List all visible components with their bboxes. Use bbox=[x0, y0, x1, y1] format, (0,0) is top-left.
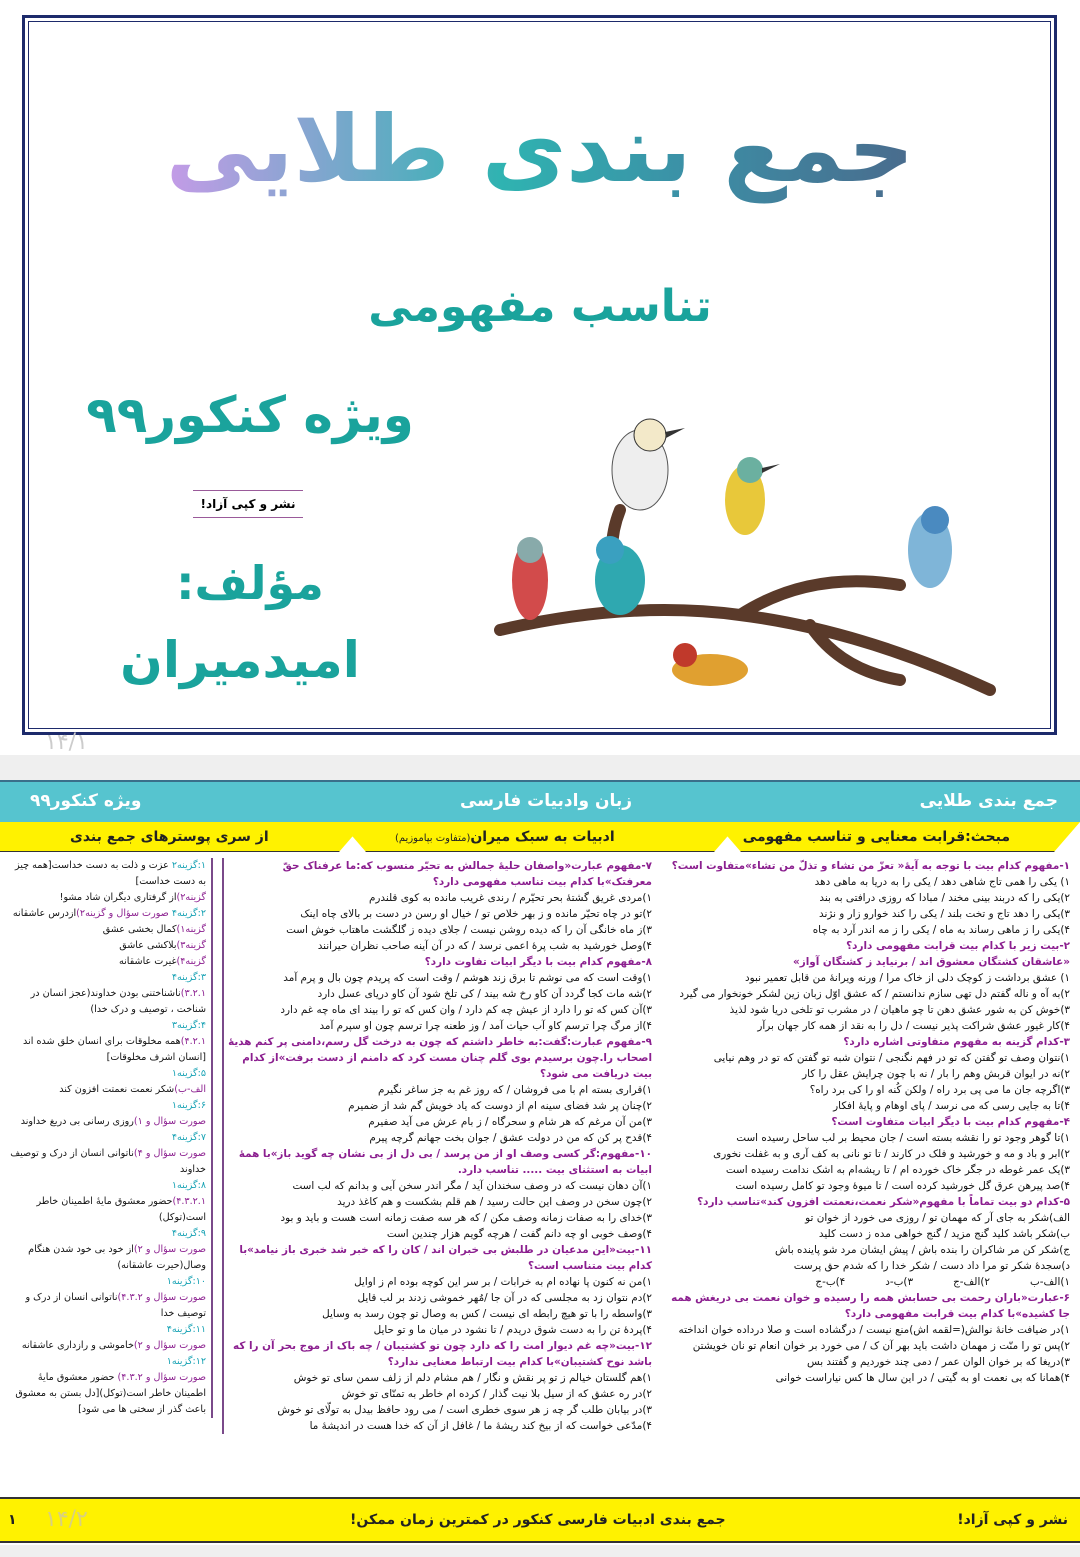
question-text: ۴-مفهوم کدام بیت با دیگر ابیات متفاوت است؟ bbox=[831, 1116, 1070, 1128]
answer-option: ۴)وصف خوبی او چه دانم گفت / هرچه گویم هزار چندین است bbox=[386, 1228, 652, 1240]
answer-key: ۶:گزینه۱ bbox=[171, 1100, 206, 1111]
answer-key-line bbox=[8, 986, 206, 1018]
answer-ref: گزینه۳) bbox=[176, 940, 206, 951]
style-heading bbox=[395, 829, 615, 845]
cover-subtitle: تناسب مفهومی bbox=[368, 281, 712, 332]
answer-key: ۹:گزینه۴ bbox=[171, 1228, 206, 1239]
question-block bbox=[665, 1114, 1070, 1194]
questions-column-right bbox=[665, 858, 1070, 1386]
answer-key-line bbox=[8, 1098, 206, 1114]
answer-key-line bbox=[8, 922, 206, 938]
answer-option: ۴)وصل خورشید به شب پرهٔ اعمی نرسد / که در آن آینه صاحب نظران حیرانند bbox=[317, 940, 652, 952]
answer-key-line bbox=[8, 1194, 206, 1226]
answer-key-line bbox=[8, 1226, 206, 1242]
question-text: ۳-کدام گزینه به مفهوم متفاوتی اشاره دارد؟ bbox=[843, 1036, 1070, 1048]
footer-page-index: ۱ bbox=[8, 1512, 17, 1528]
answer-ref: صورت سؤال و ۴) bbox=[133, 1148, 206, 1159]
answer-key: ۳:گزینه۴ bbox=[171, 972, 206, 983]
answer-ref: گزینه۴) bbox=[176, 956, 206, 967]
answer-option: ۲)یکی را که دربند بینی مخند / مبادا که روزی درافتی به بند bbox=[819, 892, 1070, 904]
answer-option: ۴)پردهٔ تن را به دست شوق دریدم / تا نشود در میان ما و تو حایل bbox=[373, 1324, 652, 1336]
answer-key: ۱۲:گزینه۱ bbox=[166, 1356, 206, 1367]
answer-option: ۳)دریغا که بر خوان الوان عمر / دمی چند خوردیم و گفتند بس bbox=[806, 1356, 1070, 1368]
question-block bbox=[665, 1194, 1070, 1290]
answer-key: ۷:گزینه۴ bbox=[171, 1132, 206, 1143]
answer-option: ۱) یکی را همی تاج شاهی دهد / یکی را به دریا به ماهی دهد bbox=[814, 876, 1070, 888]
answer-key: ۲:گزینه۴ bbox=[171, 908, 206, 919]
bird-icon bbox=[725, 457, 780, 535]
answer-ref: گزینه۲) bbox=[176, 892, 206, 903]
answer-ref: صورت سؤال و ۱) bbox=[133, 1116, 206, 1127]
answer-key-line bbox=[8, 954, 206, 970]
answer-explanation: ناتوانی انسان از درک و توصیف خداوند bbox=[10, 1148, 206, 1175]
question-block bbox=[228, 858, 652, 954]
bird-icon bbox=[612, 419, 685, 510]
question-block bbox=[228, 954, 652, 1034]
answer-option: ۲)در ره عشق که از سیل بلا نیت گذار / کرده ام خاطر به تمنّای تو خوش bbox=[341, 1388, 652, 1400]
answer-explanation: خاموشی و رازداری عاشقانه bbox=[21, 1340, 134, 1351]
answer-option: ۳)یک عمر غوطه در جگر خاک خورده ام / تا ریشه‌ام به اشک ندامت رسیده است bbox=[725, 1164, 1070, 1176]
question-text: ۹-مفهوم عبارت:گفت:به خاطر داشتم که چون به درخت گل رسم،دامنی پر کنم هدیهٔ اصحاب را.چون برسیدم بوی گلم چنان مست کرد که دامنم از دست برفت»از کدام بیت دریافت می شود؟ bbox=[228, 1036, 652, 1080]
choice: ۳)ب-د bbox=[885, 1276, 914, 1288]
answer-ref: الف-ب) bbox=[174, 1084, 206, 1095]
answer-option: ۲)دم نتوان زد به مجلسی که در آن جا /مُهر خموشی زدند بر لب قایل bbox=[357, 1292, 652, 1304]
header-series-title: جمع بندی طلایی bbox=[919, 791, 1058, 811]
choice: ۴)ب-ج bbox=[815, 1276, 846, 1288]
answer-option: ۳)من آن مرغم که هر شام و سحرگاه / ز بام عرش می آید صفیرم bbox=[368, 1116, 652, 1128]
cover-title: جمع بندی طلایی bbox=[160, 95, 920, 205]
answer-key: ۴:گزینه۳ bbox=[171, 1020, 206, 1031]
answer-explanation: از خود بی خود شدن هنگام وصال(حیرت عاشقانه) bbox=[28, 1244, 206, 1271]
answer-option: ۳)در بیابان طلب گر چه ز هر سوی خطری است / می رود حافظ بیدل به تولّای تو خوش bbox=[277, 1404, 652, 1416]
question-text: ۵-کدام دو بیت تماماً با مفهوم«شکر نعمت،نعمتت افزون کند»تناسب دارد؟ bbox=[697, 1196, 1070, 1208]
answer-ref: صورت سؤال و ۴.۳.۲) bbox=[117, 1292, 206, 1303]
question-text: ۱۲-بیت«چه غم دیوار امت را که دارد چون تو کشتیبان / چه باک از موج بحر آن را که باشد نوح کشتیبان»با کدام بیت ارتباط معنایی ندارد؟ bbox=[233, 1340, 652, 1368]
answer-explanation: ناشناختنی بودن خداوند(عجز انسان در شناخت ، توصیف و درک خدا) bbox=[30, 988, 206, 1015]
answer-explanation: از گرفتاری دیگران شاد مشو! bbox=[59, 892, 177, 903]
answer-option: ۳)آن کس که تو را دارد از عیش چه کم دارد / وان کس که تو را بیند ای ماه چه غم دارد bbox=[280, 1004, 652, 1016]
answer-option: ۱)هم گلستان خیالم ز تو پر نقش و نگار / هم مشام دلم از زلف سمن سای تو خوش bbox=[293, 1372, 652, 1384]
question-text: ۱۱-بیت«این مدعیان در طلبش بی خبران اند / کان را که خبر شد خبری باز نیامد»با کدام بیت متناسب است؟ bbox=[239, 1244, 652, 1272]
answer-key-line bbox=[8, 1290, 206, 1322]
answer-explanation: همه مخلوقات برای انسان خلق شده اند [انسان اشرف مخلوقات] bbox=[23, 1036, 206, 1063]
answer-explanation: بلاکشی عاشق bbox=[119, 940, 177, 951]
answer-key-line bbox=[8, 1130, 206, 1146]
answer-key-line bbox=[8, 1178, 206, 1194]
answer-option: ۳)واسطه را با تو هیچ رابطه ای نیست / کس به وصال تو چون رسد به وسایل bbox=[322, 1308, 652, 1320]
answer-option: ۱)من نه کنون پا نهاده ام به خرابات / بر سر این کوچه بوده ام ز اوایل bbox=[354, 1276, 652, 1288]
answer-explanation: عزت و ذلت به دست خداست[همه چیز به دست خداست] bbox=[14, 860, 206, 887]
answer-option: ۳)یکی را دهد تاج و تخت بلند / یکی را کند خوارو زار و نژند bbox=[818, 908, 1070, 920]
question-text: ۱۰-مفهوم:گر کسی وصف او از من پرسد / بی دل از بی نشان چه گوید باز»با همهٔ ابیات به استثنای بیت ..... تناسب دارد. bbox=[238, 1148, 652, 1176]
choice: ۱)الف-ب bbox=[1030, 1276, 1070, 1288]
poster-series-heading: از سری پوسترهای جمع بندی bbox=[70, 829, 269, 845]
answer-key: ۱۰:گزینه۱ bbox=[166, 1276, 206, 1287]
answer-ref: صورت سؤال و ۲) bbox=[133, 1244, 206, 1255]
answer-ref: صورت سؤال و ۲) bbox=[133, 1340, 206, 1351]
answer-option: ۴)کار غیور عشق شراکت پذیر نیست / دل را به نقد از همه کار جهان برآر bbox=[757, 1020, 1070, 1032]
answer-key-line bbox=[8, 1322, 206, 1338]
answer-explanation: روزی رسانی بی دریغ خداوند bbox=[20, 1116, 134, 1127]
question-text: ۷-مفهوم عبارت«واصفان حلیهٔ جمالش به تحیّر منسوب که:ما عرفناک حقّ معرفتک»با کدام بیت تناسب مفهومی دارد؟ bbox=[282, 860, 652, 888]
question-block bbox=[228, 1242, 652, 1338]
answer-explanation: ناتوانی انسان از درک و توصیف خدا bbox=[25, 1292, 206, 1319]
bird-icon bbox=[595, 536, 645, 615]
answer-option: ۳)ز ماه خانگی آن را که دیده روشن نیست / جلای دیده ز گلگشت ماهتاب خوش است bbox=[286, 924, 652, 936]
cover-free-copy: نشر و کپی آزاد! bbox=[193, 490, 303, 518]
answer-explanation: کمال بخشی عشق bbox=[102, 924, 177, 935]
answer-key-line bbox=[8, 1370, 206, 1418]
answer-option: ۴)از مرگ چرا ترسم کاو آب حیات آمد / وز طعنه چرا ترسم چون او سپرم آمد bbox=[319, 1020, 652, 1032]
answer-key-line bbox=[8, 1146, 206, 1178]
page-footer bbox=[0, 1497, 1080, 1543]
answer-option: ۳)خدای را به صفات زمانه وصف مکن / که هر سه صفت زمانه است هست و باید و بود bbox=[280, 1212, 652, 1224]
question-block bbox=[665, 938, 1070, 1034]
bird-icon bbox=[908, 506, 952, 588]
answer-key: ۱۱:گزینه۴ bbox=[166, 1324, 206, 1335]
answer-key-line bbox=[8, 858, 206, 890]
question-block bbox=[665, 858, 1070, 938]
style-heading-note: (متفاوت بپاموزیم) bbox=[395, 833, 471, 844]
answers-column bbox=[8, 858, 213, 1418]
question-block bbox=[228, 1146, 652, 1242]
summary-page bbox=[0, 780, 1080, 1545]
answer-key-line bbox=[8, 1066, 206, 1082]
question-text: ۲-بیت زیر با کدام بیت قرابت مفهومی دارد؟ bbox=[846, 940, 1070, 952]
answer-key-line bbox=[8, 1338, 206, 1354]
answer-option: ۴)قدح پر کن که من در دولت عشق / جوان بخت جهانم گرچه پیرم bbox=[369, 1132, 652, 1144]
bird-icon bbox=[672, 643, 748, 686]
answer-option: ۴)همانا که بی نعمت او به گیتی / در این سال ها کس نیاراست خوانی bbox=[775, 1372, 1070, 1384]
answer-key-line bbox=[8, 970, 206, 986]
page-number: ۱۴/۱ bbox=[45, 730, 88, 755]
bird-icon bbox=[512, 537, 548, 620]
answer-explanation: غیرت عاشقانه bbox=[118, 956, 177, 967]
author-label: مؤلف: bbox=[176, 556, 324, 610]
answer-option: ۱)در ضیافت خانهٔ نوالش(=لقمه اش)منع نیست / درگشاده است و صلا درداده خوان انداخته bbox=[678, 1324, 1070, 1336]
answer-option: ۲)ابر و باد و مه و خورشید و فلک در کارند / تا تو نانی به کف آری و به غفلت نخوری bbox=[713, 1148, 1070, 1160]
answer-key-line bbox=[8, 1354, 206, 1370]
footer-tagline: جمع بندی ادبیات فارسی کنکور در کمترین زمان ممکن! bbox=[350, 1512, 726, 1528]
topic-heading: مبحث:قرابت معنایی و تناسب مفهومی bbox=[742, 829, 1010, 845]
answer-key-line bbox=[8, 1082, 206, 1098]
answer-option: ج)شکر کن مر شاکران را بنده باش / پیش ایشان مرد شو پاینده باش bbox=[774, 1244, 1070, 1256]
footer-free-copy: نشر و کپی آزاد! bbox=[957, 1512, 1068, 1528]
header-exam-label: ویژه کنکور۹۹ bbox=[30, 791, 142, 811]
answer-key: ۱:گزینه۲ bbox=[171, 860, 206, 871]
answer-option: ۱)آن دهان نیست که در وصف سخندان آید / مگر اندر سخن آیی و بدانم که لب است bbox=[292, 1180, 652, 1192]
author-name: امیدمیران bbox=[120, 631, 360, 689]
answer-key-line bbox=[8, 1242, 206, 1274]
question-text: ۸-مفهوم کدام بیت با دیگر ابیات تفاوت دارد؟ bbox=[424, 956, 652, 968]
answer-key-line bbox=[8, 890, 206, 906]
answer-option: ۴)صد پیرهن عرق گل خورشید کرده است / تا میوهٔ وجود تو کامل رسیده است bbox=[735, 1180, 1070, 1192]
footer-page-number: ۱۴/۲ bbox=[45, 1507, 88, 1532]
question-block bbox=[228, 1338, 652, 1434]
answer-option: ۱)نتوان وصف تو گفتن که تو در فهم نگنجی / نتوان شبه تو گفتن که تو در وهم نیایی bbox=[713, 1052, 1070, 1064]
answer-explanation: حضور معشوق مایهٔ اطمینان خاطر است(توکل)[دل بستن به معشوق باعث گذر از سختی ها می شود] bbox=[15, 1372, 206, 1415]
answer-option: ۲)چنان پر شد فضای سینه ام از دوست که یاد خویش گم شد از ضمیرم bbox=[348, 1100, 652, 1112]
answer-option: ۲)به آه و ناله گفتم دل تهی سازم ندانستم / که عشق اوّل زبان زین لشکر خونخوار می گیرد bbox=[679, 988, 1070, 1000]
answer-option: ۲)شه مات کجا گردد آن کاو رخ شه بیند / کی تلخ شود آن کاو دریای عسل دارد bbox=[317, 988, 652, 1000]
answer-option: ۲)تو در چاه تحیّر مانده و ز بهر خلاص تو / خیال او رسن در دست بر بالای چاه اینک bbox=[300, 908, 652, 920]
answer-key-line bbox=[8, 1274, 206, 1290]
choice-row bbox=[665, 1274, 1070, 1290]
answer-option: ۴)مدّعی خواست که از بیخ کند ریشهٔ ما / غافل از آن که خدا هست در اندیشهٔ ما bbox=[309, 1420, 652, 1432]
answer-ref: ۳.۲.۱) bbox=[180, 988, 206, 999]
page-header bbox=[0, 780, 1080, 822]
answer-key-line bbox=[8, 1114, 206, 1130]
answer-option: ۴)تا به جایی رسی که می نرسد / پای اوهام و پایهٔ افکار bbox=[833, 1100, 1070, 1112]
question-quote: «عاشقان کشتگان معشوق اند / برنیاید ز کشتگان آواز» bbox=[793, 956, 1070, 968]
cover-page bbox=[0, 0, 1080, 755]
answer-key: ۵:گزینه۱ bbox=[171, 1068, 206, 1079]
answer-option: ۱) عشق برداشت ز کوچک دلی از خاک مرا / ورنه ویرانهٔ من قابل تعمیر نبود bbox=[744, 972, 1070, 984]
answer-option: ۲)پس تو را منّت ز مهمان داشت باید بهر آن ک / می خورد بر خوان انعام تو نان خویشتن bbox=[692, 1340, 1070, 1352]
question-block bbox=[665, 1034, 1070, 1114]
answer-option: ۲)نه در ایوان قربش وهم را بار / نه با چون چرایش عقل را کار bbox=[802, 1068, 1070, 1080]
answer-explanation: ازدرس عاشقانه bbox=[12, 908, 77, 919]
answer-explanation: حضور معشوق مایهٔ اطمینان خاطر است(توکل) bbox=[36, 1196, 206, 1223]
answer-option: ۴)یکی را ز ماهی رساند به ماه / یکی را ز مه اندر آرد به چاه bbox=[812, 924, 1070, 936]
question-block bbox=[228, 1034, 652, 1146]
answer-ref: ۴.۲.۱) bbox=[180, 1036, 206, 1047]
question-text: ۱-مفهوم کدام بیت با توجه به آیهٔ« تعزّ من تشاء و تذلّ من تشاء»متفاوت است؟ bbox=[671, 860, 1070, 872]
answer-key-line bbox=[8, 906, 206, 922]
answer-option: ۱)قراری بسته ام با می فروشان / که روز غم به جز ساغر نگیرم bbox=[377, 1084, 652, 1096]
answer-option: ۲)چون سخن در وصف این حالت رسید / هم قلم بشکست و هم کاغذ درید bbox=[337, 1196, 652, 1208]
answer-key-line bbox=[8, 1034, 206, 1066]
style-heading-text: ادبیات به سبک میران bbox=[470, 829, 615, 845]
answer-option: الف)شکر به جای آر که مهمان تو / روزی می خورد از خوان تو bbox=[805, 1212, 1070, 1224]
answer-option: ۳)خوش کن به شور عشق دهن تا چو ماهیان / در مشرب تو تلخی دریا شود لذیذ bbox=[729, 1004, 1070, 1016]
header-subject: زبان وادبیات فارسی bbox=[460, 791, 633, 811]
answer-option: ۱)مردی غریق گشتهٔ بحر تحیّرم / رندی غریب مانده به کوی قلندرم bbox=[368, 892, 652, 904]
cover-exam-label: ویژه کنکور۹۹ bbox=[86, 386, 414, 444]
answer-key: ۸:گزینه۱ bbox=[171, 1180, 206, 1191]
questions-column-middle bbox=[222, 858, 652, 1434]
answer-ref: صورت سؤال و ۴.۳.۲) bbox=[117, 1372, 206, 1383]
answer-option: د)سجدهٔ شکر تو مرا داد دست / شکر خدا را که شدم حق پرست bbox=[793, 1260, 1070, 1272]
question-block bbox=[665, 1290, 1070, 1386]
answer-key-line bbox=[8, 1018, 206, 1034]
question-text: ۶-عبارت«باران رحمت بی حسابش همه را رسیده و خوان نعمت بی دریغش همه جا کشیده»با کدام بیت قرابت مفهومی دارد؟ bbox=[671, 1292, 1070, 1320]
answer-option: ۳)اگرچه جان ما می پی برد راه / ولکن کُنه او را کی برد راه؟ bbox=[809, 1084, 1070, 1096]
answer-ref: صورت سؤال و گزینه۲) bbox=[76, 908, 172, 919]
answer-ref: گزینه۱) bbox=[176, 924, 206, 935]
answer-option: ۱)تا گوهر وجود تو را نقشه بسته است / جان محیط بر لب ساحل رسیده است bbox=[736, 1132, 1070, 1144]
answer-ref: ۴.۳.۲.۱) bbox=[172, 1196, 206, 1207]
answer-explanation: شکر نعمت نعمتت افزون کند bbox=[59, 1084, 175, 1095]
answer-option: ب)شکر باشد کلید گنج مزید / گنج خواهی مده ز دست کلید bbox=[818, 1228, 1070, 1240]
choice: ۲)الف-ج bbox=[953, 1276, 990, 1288]
answer-option: ۱)وقت است که می نوشم تا برق زند هوشم / وقت است که پریدم چون بال و پرم آمد bbox=[283, 972, 652, 984]
section-band bbox=[0, 822, 1080, 852]
answer-key-line bbox=[8, 938, 206, 954]
birds-on-branch-illustration bbox=[480, 400, 1000, 720]
